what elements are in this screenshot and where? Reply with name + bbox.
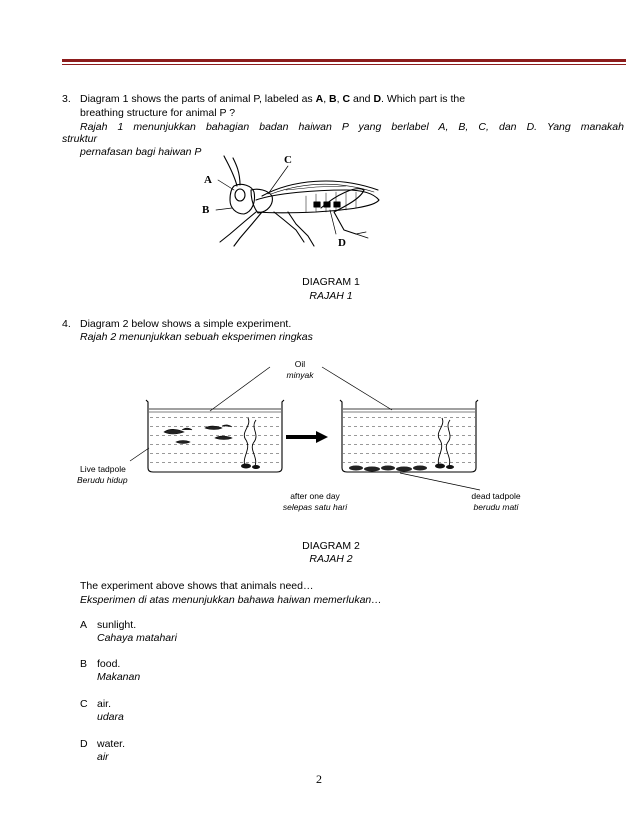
option-d-text-en[interactable]: water. bbox=[97, 738, 126, 750]
part-label-d: D bbox=[338, 237, 346, 249]
q3-question-en-line2: breathing structure for animal P ? bbox=[80, 107, 236, 119]
diagram1-caption-en: DIAGRAM 1 bbox=[302, 276, 360, 288]
part-label-b: B bbox=[202, 204, 210, 216]
diagram2-caption-en: DIAGRAM 2 bbox=[302, 540, 360, 552]
option-d-text-ms[interactable]: air bbox=[97, 751, 109, 763]
after-one-day-label-en: after one day bbox=[290, 491, 340, 501]
header-rule-thin bbox=[62, 64, 626, 65]
after-one-day-label-ms: selepas satu hari bbox=[282, 502, 348, 512]
page-number: 2 bbox=[316, 772, 322, 786]
option-a-text-ms[interactable]: Cahaya matahari bbox=[97, 632, 177, 644]
q3-number: 3. bbox=[62, 93, 71, 105]
option-b-text-ms[interactable]: Makanan bbox=[97, 671, 141, 683]
option-c-text-en[interactable]: air. bbox=[97, 698, 112, 710]
dead-tadpole-label-ms: berudu mati bbox=[473, 502, 519, 512]
q4-number: 4. bbox=[62, 318, 71, 330]
q3-question-ms-line1: Rajah 1 menunjukkan bahagian badan haiwan P yang berlabel A, B, C, dan D. Yang manakah bbox=[80, 121, 624, 133]
live-tadpole-label-ms: Berudu hidup bbox=[77, 475, 128, 485]
q4-stem-en: The experiment above shows that animals need… bbox=[80, 580, 314, 592]
oil-label-en: Oil bbox=[294, 359, 306, 369]
q3-question-ms-line3: pernafasan bagi haiwan P bbox=[80, 146, 202, 158]
grasshopper-diagram bbox=[196, 150, 392, 254]
live-tadpole-label-en: Live tadpole bbox=[80, 464, 126, 474]
q4-intro-ms: Rajah 2 menunjukkan sebuah eksperimen ringkas bbox=[80, 331, 313, 343]
option-c-letter[interactable]: C bbox=[80, 698, 88, 710]
diagram1-caption-ms: RAJAH 1 bbox=[309, 290, 353, 302]
option-a-text-en[interactable]: sunlight. bbox=[97, 619, 137, 631]
option-c-text-ms[interactable]: udara bbox=[97, 711, 124, 723]
header-rule bbox=[62, 59, 626, 62]
q3-question-ms-line2: struktur bbox=[62, 133, 98, 145]
dead-tadpole-label-en: dead tadpole bbox=[471, 491, 521, 501]
part-label-c: C bbox=[284, 154, 292, 166]
option-b-text-en[interactable]: food. bbox=[97, 658, 121, 670]
option-b-letter[interactable]: B bbox=[80, 658, 88, 670]
q3-question-en-line1: Diagram 1 shows the parts of animal P, labeled as A, B, C and D. Which part is the bbox=[80, 93, 466, 105]
option-d-letter[interactable]: D bbox=[80, 738, 88, 750]
option-a-letter[interactable]: A bbox=[80, 619, 88, 631]
part-label-a: A bbox=[204, 174, 212, 186]
diagram2-caption-ms: RAJAH 2 bbox=[309, 553, 353, 565]
oil-label-ms: minyak bbox=[286, 370, 314, 380]
q4-stem-ms: Eksperimen di atas menunjukkan bahawa haiwan memerlukan… bbox=[80, 594, 382, 606]
q4-intro-en: Diagram 2 below shows a simple experiment. bbox=[80, 318, 292, 330]
